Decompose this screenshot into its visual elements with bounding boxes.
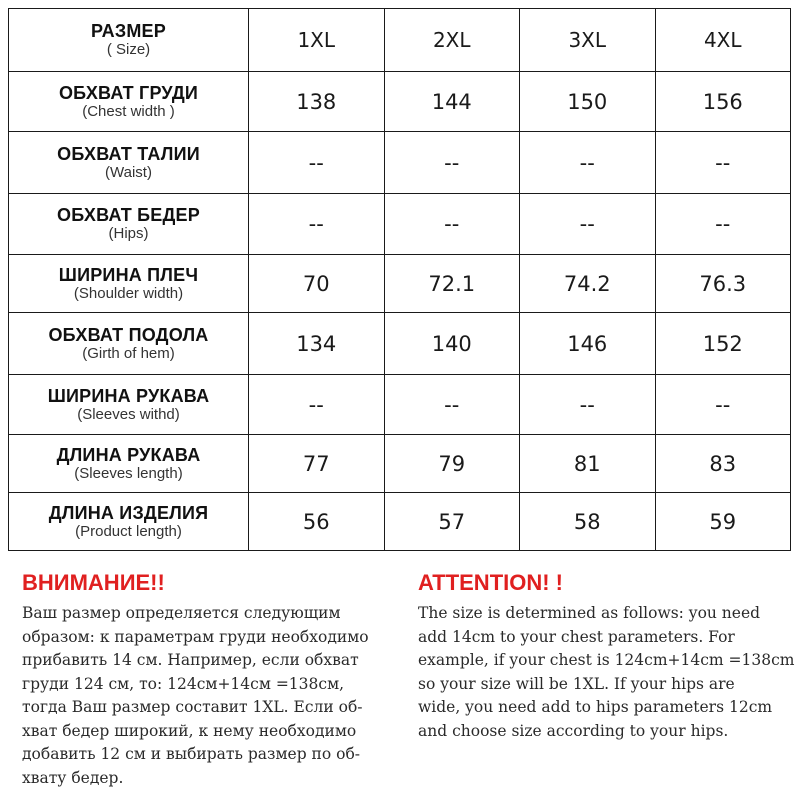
row-label-en: (Girth of hem): [82, 344, 175, 362]
row-label-ru: ОБХВАТ БЕДЕР: [57, 205, 200, 225]
row-value: 79: [438, 451, 466, 476]
size-header-cell: [384, 9, 520, 72]
row-label-ru: ШИРИНА ПЛЕЧ: [58, 264, 199, 285]
row-value: 58: [573, 509, 601, 534]
row-value: --: [579, 150, 595, 175]
value-cell: [384, 493, 520, 551]
note-en-line: example, if your chest is 124cm+14cm =138cm: [418, 651, 795, 669]
table-row-product-length: [9, 493, 791, 551]
size-header-2xl: 2XL: [432, 28, 471, 52]
value-cell: [249, 255, 385, 313]
value-cell: [655, 132, 791, 194]
value-cell: [520, 72, 656, 132]
value-cell: [520, 375, 656, 435]
table-header-row: [9, 9, 791, 72]
row-value: --: [308, 150, 324, 175]
value-cell: [520, 255, 656, 313]
row-label-cell: [9, 132, 249, 194]
row-value: 81: [573, 451, 601, 476]
note-ru-line: Ваш размер определяется следующим: [22, 604, 341, 622]
row-value: --: [444, 392, 460, 417]
row-label-en: (Product length): [75, 522, 182, 540]
note-en-line: and choose size according to your hips.: [418, 721, 729, 740]
value-cell: [384, 313, 520, 375]
row-value: --: [579, 392, 595, 417]
value-cell: [249, 72, 385, 132]
row-value: 144: [431, 89, 472, 114]
value-cell: [384, 255, 520, 313]
header-label-cell: [9, 9, 249, 72]
value-cell: [249, 493, 385, 551]
table-row-chest: [9, 72, 791, 132]
header-label-ru: РАЗМЕР: [91, 21, 166, 41]
note-ru-line: хвату бедер.: [22, 768, 124, 787]
row-value: --: [715, 150, 731, 175]
row-value: --: [444, 150, 460, 175]
row-label-en: (Sleeves withd): [77, 405, 180, 423]
note-ru-heading: ВНИМАНИЕ!!: [22, 570, 165, 595]
row-value: --: [308, 392, 324, 417]
note-en-line: so your size will be 1XL. If your hips are: [418, 674, 735, 693]
size-header-cell: [249, 9, 385, 72]
row-value: 77: [302, 451, 330, 476]
row-value: 140: [431, 331, 472, 356]
row-value: 59: [709, 509, 737, 534]
row-value: 150: [567, 89, 608, 114]
size-header-1xl: 1XL: [297, 28, 336, 52]
row-label-ru: ШИРИНА РУКАВА: [47, 385, 210, 406]
row-label-en: (Shoulder width): [73, 284, 184, 302]
row-value: --: [715, 392, 731, 417]
size-header-cell: [520, 9, 656, 72]
row-label-ru: ОБХВАТ ГРУДИ: [58, 82, 199, 103]
row-label-cell: [9, 313, 249, 375]
size-header-3xl: 3XL: [568, 28, 607, 52]
row-label-en: (Chest width ): [82, 102, 175, 120]
value-cell: [655, 255, 791, 313]
row-label-cell: [9, 493, 249, 551]
table-row-hem: [9, 313, 791, 375]
note-ru-line: прибавить 14 см. Например, если обхват: [22, 651, 359, 669]
row-value: 70: [302, 271, 330, 296]
row-label-cell: [9, 255, 249, 313]
value-cell: [249, 375, 385, 435]
note-en-line: wide, you need add to hips parameters 12cm: [418, 698, 773, 716]
note-english: [418, 570, 800, 743]
row-label-cell: [9, 375, 249, 435]
row-value: 146: [567, 331, 608, 356]
note-ru-line: хват бедер широкий, к нему необходимо: [22, 721, 357, 740]
note-en-heading: ATTENTION! !: [418, 570, 564, 595]
value-cell: [520, 194, 656, 255]
table-row-sleeve-length: [9, 435, 791, 493]
header-label-en: ( Size): [106, 41, 151, 58]
row-label-cell: [9, 194, 249, 255]
size-header-cell: [655, 9, 791, 72]
value-cell: [520, 493, 656, 551]
row-label-ru: ОБХВАТ ПОДОЛА: [48, 324, 209, 345]
value-cell: [520, 313, 656, 375]
note-ru-line: тогда Ваш размер составит 1XL. Если об-: [22, 698, 363, 716]
row-value: 57: [438, 509, 466, 534]
attention-notes: [0, 560, 800, 800]
note-ru-line: образом: к параметрам груди необходимо: [22, 627, 369, 646]
value-cell: [384, 194, 520, 255]
row-value: 156: [702, 89, 743, 114]
value-cell: [655, 194, 791, 255]
value-cell: [249, 132, 385, 194]
note-en-body: [418, 602, 800, 743]
note-en-line: add 14cm to your chest parameters. For: [418, 627, 735, 646]
value-cell: [655, 375, 791, 435]
value-cell: [384, 435, 520, 493]
row-value: --: [579, 212, 595, 236]
value-cell: [520, 435, 656, 493]
value-cell: [384, 72, 520, 132]
note-ru-line: груди 124 см, то: 124см+14см =138см,: [22, 674, 345, 693]
row-value: 72.1: [428, 271, 476, 296]
table-row-sleeve-width: [9, 375, 791, 435]
row-label-en: (Sleeves length): [74, 464, 183, 482]
row-value: 56: [302, 509, 330, 534]
row-label-ru: ОБХВАТ ТАЛИИ: [57, 143, 200, 164]
size-chart-table: [8, 8, 791, 551]
row-value: 138: [296, 89, 337, 114]
table-row-shoulder: [9, 255, 791, 313]
note-ru-body: [22, 602, 407, 790]
value-cell: [655, 313, 791, 375]
row-label-en: (Waist): [105, 163, 152, 181]
row-value: 76.3: [699, 271, 747, 296]
value-cell: [384, 132, 520, 194]
row-label-ru: ДЛИНА РУКАВА: [56, 444, 201, 465]
value-cell: [655, 493, 791, 551]
table-row-waist: [9, 132, 791, 194]
size-header-4xl: 4XL: [703, 28, 742, 52]
value-cell: [384, 375, 520, 435]
row-value: 83: [709, 451, 737, 476]
row-value: 152: [702, 331, 743, 356]
value-cell: [249, 194, 385, 255]
row-value: --: [715, 212, 731, 236]
row-label-en: (Hips): [108, 225, 149, 242]
value-cell: [249, 313, 385, 375]
value-cell: [520, 132, 656, 194]
row-value: --: [308, 212, 324, 236]
note-russian: [22, 570, 407, 790]
value-cell: [249, 435, 385, 493]
note-ru-line: добавить 12 см и выбирать размер по об-: [22, 745, 361, 763]
note-en-line: The size is determined as follows: you need: [418, 604, 761, 622]
row-label-cell: [9, 72, 249, 132]
row-value: 74.2: [563, 271, 611, 296]
row-value: --: [444, 212, 460, 236]
table-row-hips: [9, 194, 791, 255]
row-label-cell: [9, 435, 249, 493]
value-cell: [655, 435, 791, 493]
row-value: 134: [296, 331, 337, 356]
row-label-ru: ДЛИНА ИЗДЕЛИЯ: [48, 502, 209, 523]
value-cell: [655, 72, 791, 132]
